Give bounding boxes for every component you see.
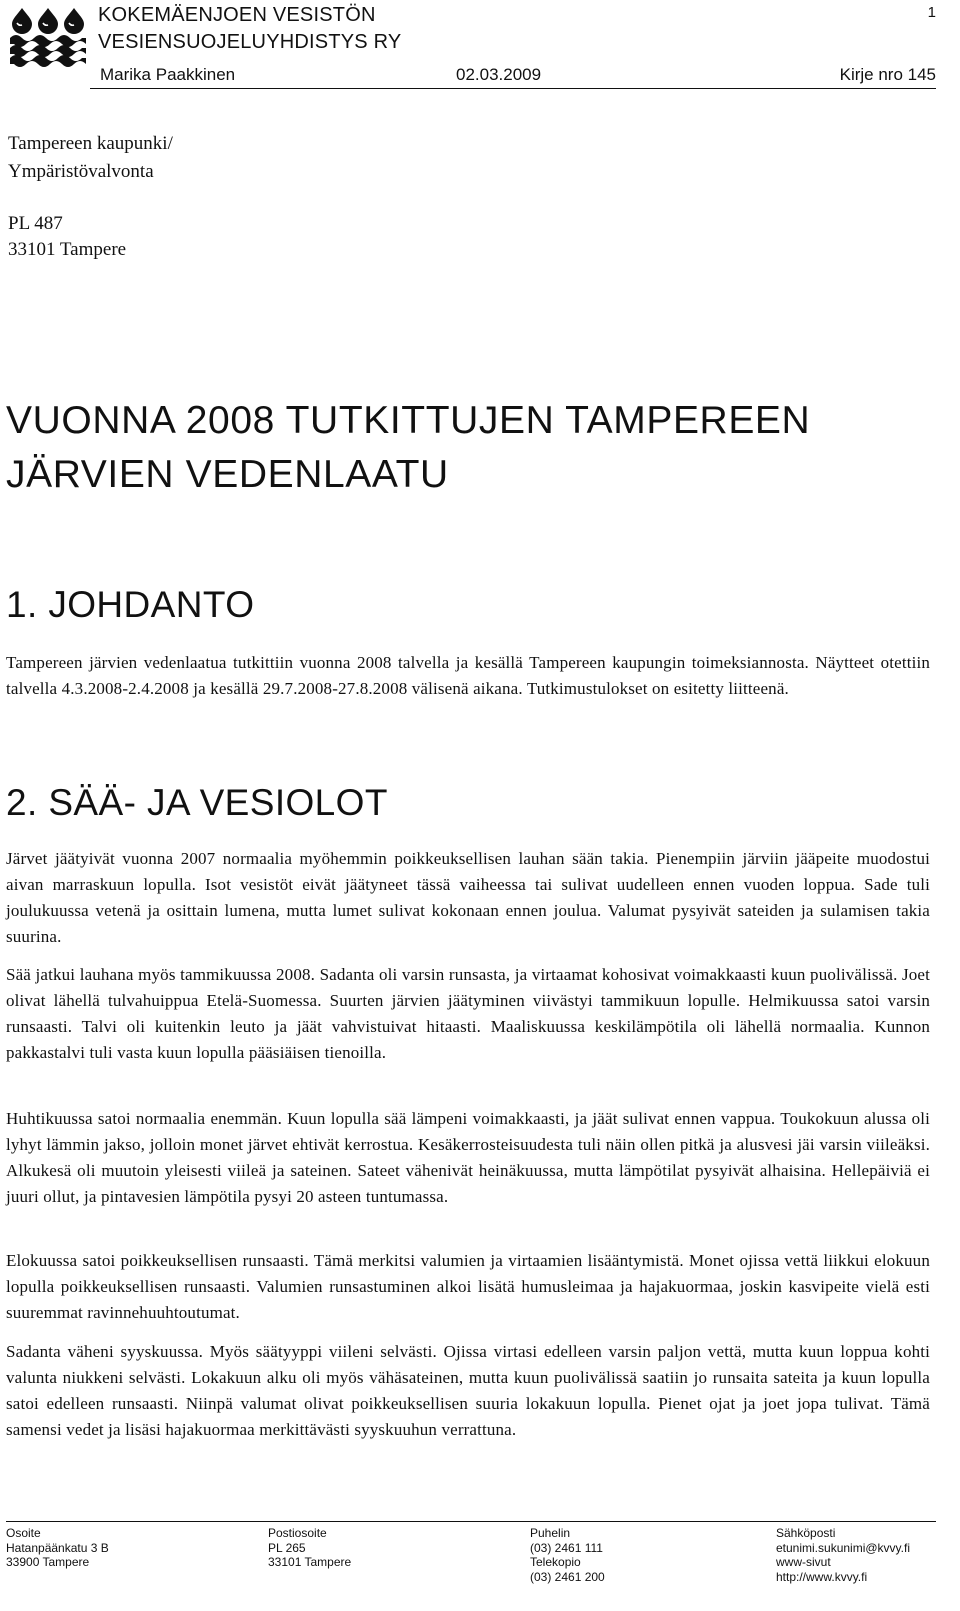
footer-postal-city: 33101 Tampere bbox=[268, 1555, 352, 1569]
footer-web-label: www-sivut bbox=[776, 1555, 831, 1569]
footer-email[interactable]: etunimi.sukunimi@kvvy.fi bbox=[776, 1540, 910, 1555]
paragraph-weather-4: Elokuussa satoi poikkeuksellisen runsaasti. Tämä merkitsi valumien ja virtaamien lisääntymistä. Monet ojissa vettä liikkui elokuun lopulla poikkeuksellisen runsaasti. Valumien runsastuminen alkoi lisätä humusleimaa ja hajakuormaa, joskin kasvipeite vielä esti suuremmat ravinnehuuhtoutumat. bbox=[6, 1251, 930, 1322]
footer-phone-label: Puhelin bbox=[530, 1526, 571, 1540]
letter-date: 02.03.2009 bbox=[456, 65, 542, 84]
footer-address-street: Hatanpäänkatu 3 B bbox=[6, 1540, 109, 1555]
paragraph-weather-2: Sää jatkui lauhana myös tammikuussa 2008. Sadanta oli varsin runsasta, ja virtaamat kohosivat voimakkaasti kuun puolivälissä. Joet olivat lähellä tulvahuippua Etelä-Suomessa. Suurten järvien jäätyminen viivästyi tammikuun lopulle. Helmikuussa satoi varsin runsaasti. Talvi oli kuitenkin leuto ja jäät vahvistuivat hitaasti. Maaliskuussa keskilämpötila oli lähellä normaalia. Kunnon pakkastalvi tuli vasta kuun lopulla pääsiäisen tienoilla. bbox=[6, 965, 930, 1062]
footer-contact bbox=[776, 1526, 910, 1584]
author-name: Marika Paakkinen bbox=[100, 65, 236, 84]
paragraph-weather-3: Huhtikuussa satoi normaalia enemmän. Kuun lopulla sää lämpeni voimakkaasti, ja jäät sulivat ennen vappua. Toukokuun alussa oli lyhyt lämmin jakso, jolloin monet järvet ehtivät kerrostua. Kesäkerrosteisuudesta tuli näin ollen pitkä ja alusvesi jäi varsin viileäksi. Alkukesä oli muutoin yleisesti viileä ja sateinen. Sateet vähenivät heinäkuussa, mutta lämpötilat pysyivät alhaisina. Hellepäiviä ei juuri ollut, ja pintavesien lämpötila pysyi 20 asteen tuntumassa. bbox=[6, 1109, 930, 1206]
section-heading-johdanto: 1. JOHDANTO bbox=[6, 584, 255, 625]
footer-address-city: 33900 Tampere bbox=[6, 1555, 90, 1569]
page-number: 1 bbox=[927, 4, 936, 21]
footer-address-label: Osoite bbox=[6, 1526, 41, 1540]
footer-phone bbox=[530, 1526, 605, 1584]
footer-fax-label: Telekopio bbox=[530, 1555, 581, 1569]
header-divider bbox=[90, 88, 936, 89]
footer-fax-number: (03) 2461 200 bbox=[530, 1569, 605, 1584]
organization-name-line2: VESIENSUOJELUYHDISTYS RY bbox=[98, 31, 402, 53]
organization-name-line1: KOKEMÄENJOEN VESISTÖN bbox=[98, 4, 376, 26]
organization-logo bbox=[8, 6, 88, 70]
section-heading-saa-ja-vesiolot: 2. SÄÄ- JA VESIOLOT bbox=[6, 782, 388, 823]
footer-postal-box: PL 265 bbox=[268, 1540, 306, 1555]
recipient-line3: PL 487 bbox=[8, 213, 63, 234]
recipient-line4: 33101 Tampere bbox=[8, 239, 127, 260]
footer-divider bbox=[6, 1521, 936, 1522]
document-title bbox=[6, 394, 810, 502]
document-title-line1: VUONNA 2008 TUTKITTUJEN TAMPEREEN bbox=[6, 399, 811, 442]
document-title-line2: JÄRVIEN VEDENLAATU bbox=[6, 453, 449, 496]
footer-web-link[interactable]: http://www.kvvy.fi bbox=[776, 1569, 868, 1584]
paragraph-intro: Tampereen järvien vedenlaatua tutkittiin vuonna 2008 talvella ja kesällä Tampereen kaupungin toimeksiannosta. Näytteet otettiin talvella 4.3.2008-2.4.2008 ja kesällä 29.7.2008-27.8.2008 välisenä aikana. Tutkimustulokset on esitetty liitteenä. bbox=[6, 653, 930, 698]
letter-number: Kirje nro 145 bbox=[839, 65, 936, 84]
footer-email-label: Sähköposti bbox=[776, 1526, 836, 1540]
paragraph-weather-1: Järvet jäätyivät vuonna 2007 normaalia myöhemmin poikkeuksellisen lauhan sään takia. Pienempiin järviin jääpeite muodostui aivan marraskuun lopulla. Isot vesistöt eivät jäätyneet tässä vaiheessa tai sulivat uudelleen ennen vuoden loppua. Sade tuli joulukuussa vetenä ja osittain lumena, mutta lumet sulivat kokonaan ennen joulua. Valumat pysyivät sateiden ja sulamisen takia suurina. bbox=[6, 849, 930, 946]
recipient-line1: Tampereen kaupunki/ bbox=[8, 133, 173, 154]
footer-address bbox=[6, 1526, 109, 1570]
paragraph-weather-5: Sadanta väheni syyskuussa. Myös säätyyppi viileni selvästi. Ojissa virtasi edelleen varsin paljon vettä, mutta kuun loppua kohti valunta niukkeni selvästi. Lokakuun alku oli myös vähäsateinen, mutta kuun puolivälissä saatiin jo runsaita sateita ja kuun lopulla satoi edelleen runsaasti. Niinpä valumat olivat poikkeuksellisen suuria lokakuun lopulla. Pienet ojat ja joet jopa tulivat. Tämä samensi vedet ja lisäsi hajakuormaa merkittävästi syyskuuhun verrattuna. bbox=[6, 1342, 930, 1439]
footer-postal-label: Postiosoite bbox=[268, 1526, 327, 1540]
footer-phone-number: (03) 2461 111 bbox=[530, 1540, 603, 1555]
footer-postal bbox=[268, 1526, 351, 1570]
recipient-line2: Ympäristövalvonta bbox=[8, 161, 154, 182]
